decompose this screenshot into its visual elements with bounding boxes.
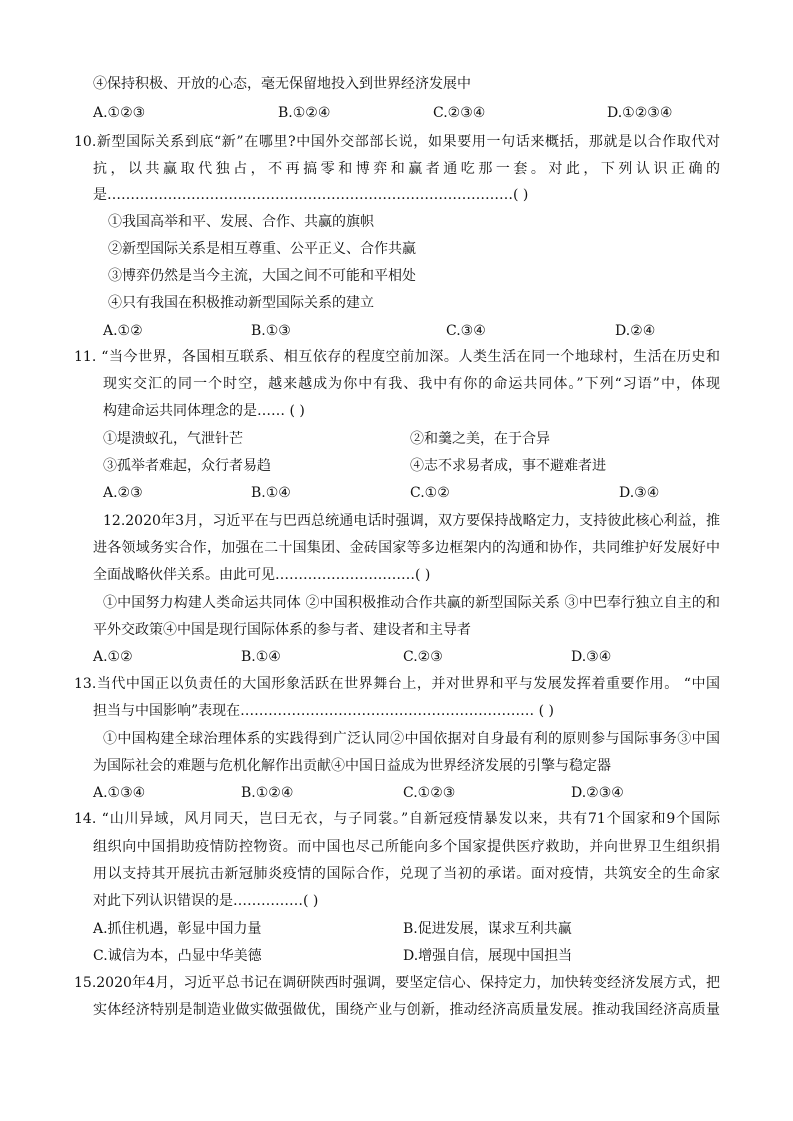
q10-stem-line-3: 是……………………………………………………………………………( ) — [93, 187, 529, 203]
q11-option-c: C.①② — [410, 485, 450, 501]
q9-option-c: C.②③④ — [433, 105, 486, 121]
q12-stem-line-3: 全面战略伙伴关系。由此可见…………………………( ) — [93, 567, 431, 583]
q13-stem-line-1: 13.当代中国正以负责任的大国形象活跃在世界舞台上，并对世界和平与发展发挥着重要作用。 “中国 — [74, 676, 720, 692]
q13-line-3: ①中国构建全球治理体系的实践得到广泛认同②中国依据对自身最有利的原则参与国际事务③中国 — [103, 731, 720, 747]
q10-option-d: D.②④ — [615, 323, 656, 339]
q10-item-1: ①我国高举和平、发展、合作、共赢的旗帜 — [108, 214, 374, 230]
q10-option-a: A.①② — [103, 323, 143, 339]
q14-stem-line-4: 对此下列认识错误的是……………( ) — [93, 893, 319, 909]
q10-stem-line-2: 抗，以共赢取代独占，不再搞零和博弈和赢者通吃那一套。对此，下列认识正确的 — [93, 161, 720, 177]
q14-stem-line-1: 14. “山川异域，风月同天，岂曰无衣，与子同裳。”自新冠疫情暴发以来，共有71个国家和9个国际 — [74, 811, 720, 827]
q12-option-d: D.③④ — [571, 649, 612, 665]
q11-stem-line-3: 构建命运共同体理念的是…… ( ) — [103, 403, 305, 419]
q11-item-4: ④志不求易者成，事不避难者进 — [410, 458, 606, 474]
q14-option-c: C.诚信为本，凸显中华美德 — [93, 948, 262, 964]
q12-option-b: B.①④ — [241, 649, 281, 665]
q15-stem-line-2: 实体经济特别是制造业做实做强做优，围绕产业与创新，推动经济高质量发展。推动我国经济高质量 — [93, 1002, 720, 1018]
q13-stem-line-2: 担当与中国影响”表现在……………………………………………………… ( ) — [93, 703, 554, 719]
q13-option-b: B.①②④ — [241, 785, 294, 801]
q10-option-c: C.③④ — [446, 323, 486, 339]
q13-option-a: A.①③④ — [93, 785, 146, 801]
q11-item-2: ②和羹之美，在于合异 — [410, 431, 550, 447]
q9-item-4: ④保持积极、开放的心态，毫无保留地投入到世界经济发展中 — [93, 76, 471, 92]
q13-option-d: D.②③④ — [571, 785, 624, 801]
q9-option-a: A.①②③ — [93, 105, 146, 121]
q10-stem-line-1: 10.新型国际关系到底“新”在哪里?中国外交部部长说，如果要用一句话来概括，那就是以合作取代对 — [74, 134, 720, 150]
q9-option-b: B.①②④ — [278, 105, 331, 121]
q13-line-4: 为国际社会的难题与危机化解作出贡献④中国日益成为世界经济发展的引擎与稳定器 — [93, 758, 611, 774]
q11-option-a: A.②③ — [103, 485, 143, 501]
q11-item-1: ①堤溃蚁孔，气泄针芒 — [103, 431, 243, 447]
q10-option-b: B.①③ — [251, 323, 291, 339]
q14-stem-line-2: 组织向中国捐助疫情防控物资。而中国也尽己所能向多个国家提供医疗救助，并向世界卫生组织捐 — [93, 839, 720, 855]
q12-option-c: C.②③ — [403, 649, 443, 665]
q11-item-3: ③孤举者难起，众行者易趋 — [103, 458, 271, 474]
q15-stem-line-1: 15.2020年4月，习近平总书记在调研陕西时强调，要坚定信心、保持定力，加快转变经济发展方式，把 — [74, 975, 720, 991]
q11-option-b: B.①④ — [251, 485, 291, 501]
q11-stem-line-1: 11. “当今世界，各国相互联系、相互依存的程度空前加深。人类生活在同一个地球村，生活在历史和 — [74, 349, 720, 365]
q11-option-d: D.③④ — [619, 485, 660, 501]
q11-stem-line-2: 现实交汇的同一个时空，越来越成为你中有我、我中有你的命运共同体。”下列“习语”中，体现 — [103, 376, 720, 392]
q12-stem-line-2: 进各领域务实合作，加强在二十国集团、金砖国家等多边框架内的沟通和协作，共同维护好发展好中 — [93, 540, 720, 556]
q14-option-b: B.促进发展，谋求互利共赢 — [403, 921, 572, 937]
q12-line-4: ①中国努力构建人类命运共同体 ②中国积极推动合作共赢的新型国际关系 ③中巴奉行独立自主的和 — [103, 595, 720, 611]
q14-option-d: D.增强自信，展现中国担当 — [403, 948, 573, 964]
q12-line-5: 平外交政策④中国是现行国际体系的参与者、建设者和主导者 — [93, 622, 471, 638]
q9-option-d: D.①②③④ — [607, 105, 673, 121]
q14-option-a: A.抓住机遇，彰显中国力量 — [93, 921, 262, 937]
q13-option-c: C.①②③ — [403, 785, 456, 801]
q10-item-2: ②新型国际关系是相互尊重、公平正义、合作共赢 — [108, 241, 416, 257]
q12-option-a: A.①② — [93, 649, 133, 665]
q10-item-4: ④只有我国在积极推动新型国际关系的建立 — [108, 295, 374, 311]
q10-item-3: ③博弈仍然是当今主流，大国之间不可能和平相处 — [108, 268, 416, 284]
q12-stem-line-1: 12.2020年3月，习近平在与巴西总统通电话时强调，双方要保持战略定力，支持彼此核心利益，推 — [103, 513, 720, 529]
q14-stem-line-3: 用以支持其开展抗击新冠肺炎疫情的国际合作，兑现了当初的承诺。面对疫情，共筑安全的生命家 — [93, 866, 720, 882]
